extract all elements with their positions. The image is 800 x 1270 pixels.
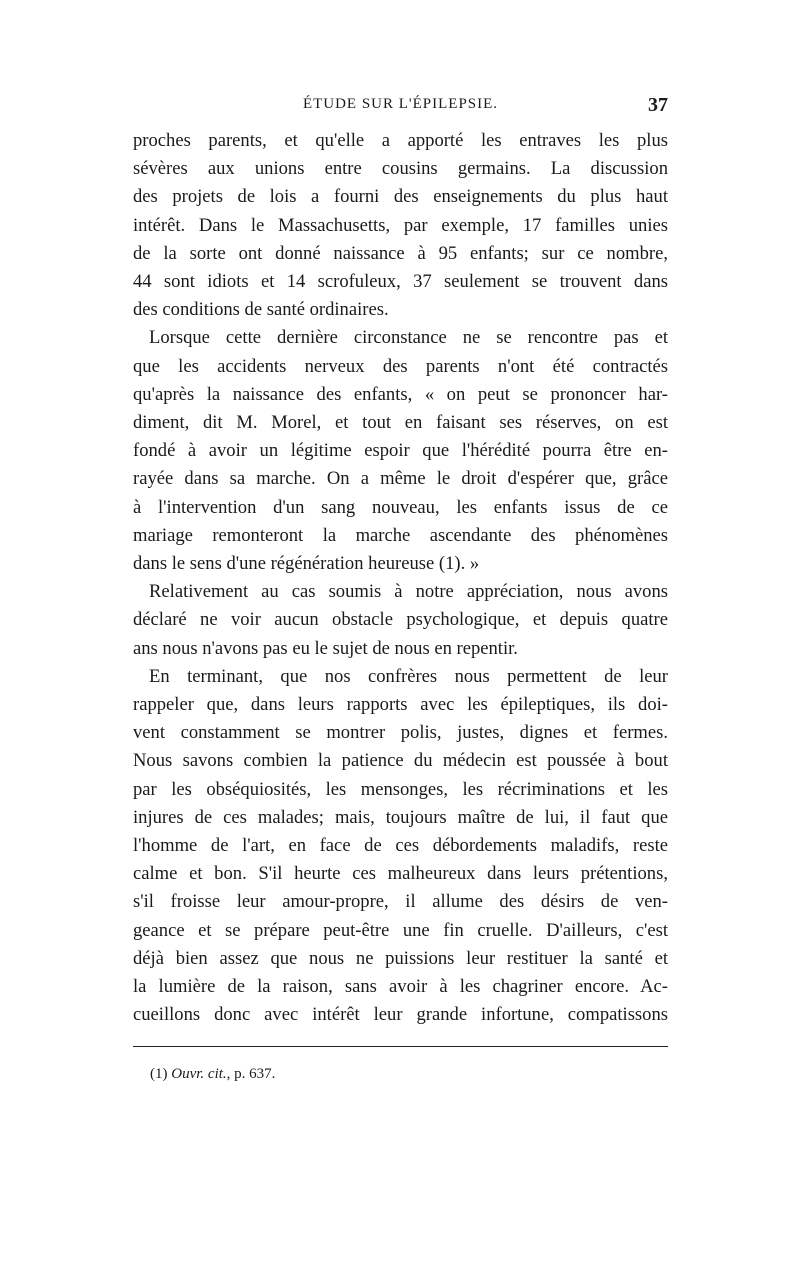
page-number: 37	[648, 94, 668, 116]
text-line: l'homme de l'art, en face de ces débordements maladifs, reste	[133, 835, 668, 857]
text-line: déclaré ne voir aucun obstacle psychologique, et depuis quatre	[133, 609, 668, 631]
text-line: fondé à avoir un légitime espoir que l'hérédité pourra être en-	[133, 440, 668, 462]
text-line: à l'intervention d'un sang nouveau, les enfants issus de ce	[133, 496, 668, 518]
text-line: par les obséquiosités, les mensonges, les récriminations et les	[133, 778, 668, 800]
running-header	[133, 94, 668, 118]
text-line: En terminant, que nos confrères nous permettent de leur	[149, 665, 668, 687]
text-line: rappeler que, dans leurs rapports avec les épileptiques, ils doi-	[133, 694, 668, 716]
footnote-source: Ouvr. cit.	[171, 1066, 227, 1082]
text-line: rayée dans sa marche. On a même le droit d'espérer que, grâce	[133, 468, 668, 490]
footnote-marker: (1)	[150, 1066, 168, 1082]
text-line: la lumière de la raison, sans avoir à les chagriner encore. Ac-	[133, 976, 668, 998]
footnote	[150, 1066, 275, 1083]
text-line: mariage remonteront la marche ascendante des phénomènes	[133, 524, 668, 546]
text-line: diment, dit M. Morel, et tout en faisant ses réserves, on est	[133, 412, 668, 434]
text-line: des conditions de santé ordinaires.	[133, 299, 389, 321]
text-line: geance et se prépare peut-être une fin cruelle. D'ailleurs, c'est	[133, 919, 668, 941]
text-line: calme et bon. S'il heurte ces malheureux dans leurs prétentions,	[133, 863, 668, 885]
text-line: Nous savons combien la patience du médecin est poussée à bout	[133, 750, 668, 772]
footnote-rule	[133, 1046, 668, 1047]
text-line: des projets de lois a fourni des enseignements du plus haut	[133, 186, 668, 208]
text-line: cueillons donc avec intérêt leur grande infortune, compatissons	[133, 1004, 668, 1026]
text-line: intérêt. Dans le Massachusetts, par exemple, 17 familles unies	[133, 214, 668, 236]
running-title: ÉTUDE SUR L'ÉPILEPSIE.	[302, 96, 499, 112]
text-line: qu'après la naissance des enfants, « on peut se prononcer har-	[133, 383, 668, 405]
text-line: vent constamment se montrer polis, justes, dignes et fermes.	[133, 722, 668, 744]
text-line: de la sorte ont donné naissance à 95 enfants; sur ce nombre,	[133, 242, 668, 264]
text-line: sévères aux unions entre cousins germains. La discussion	[133, 158, 668, 180]
text-line: injures de ces malades; mais, toujours maître de lui, il faut que	[133, 806, 668, 828]
body-text	[133, 127, 668, 1030]
text-line: dans le sens d'une régénération heureuse (1). »	[133, 553, 480, 575]
text-line: Lorsque cette dernière circonstance ne se rencontre pas et	[149, 327, 668, 349]
text-line: proches parents, et qu'elle a apporté les entraves les plus	[133, 130, 668, 151]
text-line: que les accidents nerveux des parents n'ont été contractés	[133, 355, 668, 377]
text-line: 44 sont idiots et 14 scrofuleux, 37 seulement se trouvent dans	[133, 271, 668, 293]
text-line: Relativement au cas soumis à notre appréciation, nous avons	[149, 581, 668, 603]
text-line: s'il froisse leur amour-propre, il allume des désirs de ven-	[133, 891, 668, 913]
text-line: ans nous n'avons pas eu le sujet de nous en repentir.	[133, 637, 518, 659]
footnote-page-ref: , p. 637.	[226, 1066, 276, 1082]
text-line: déjà bien assez que nous ne puissions leur restituer la santé et	[133, 947, 668, 969]
